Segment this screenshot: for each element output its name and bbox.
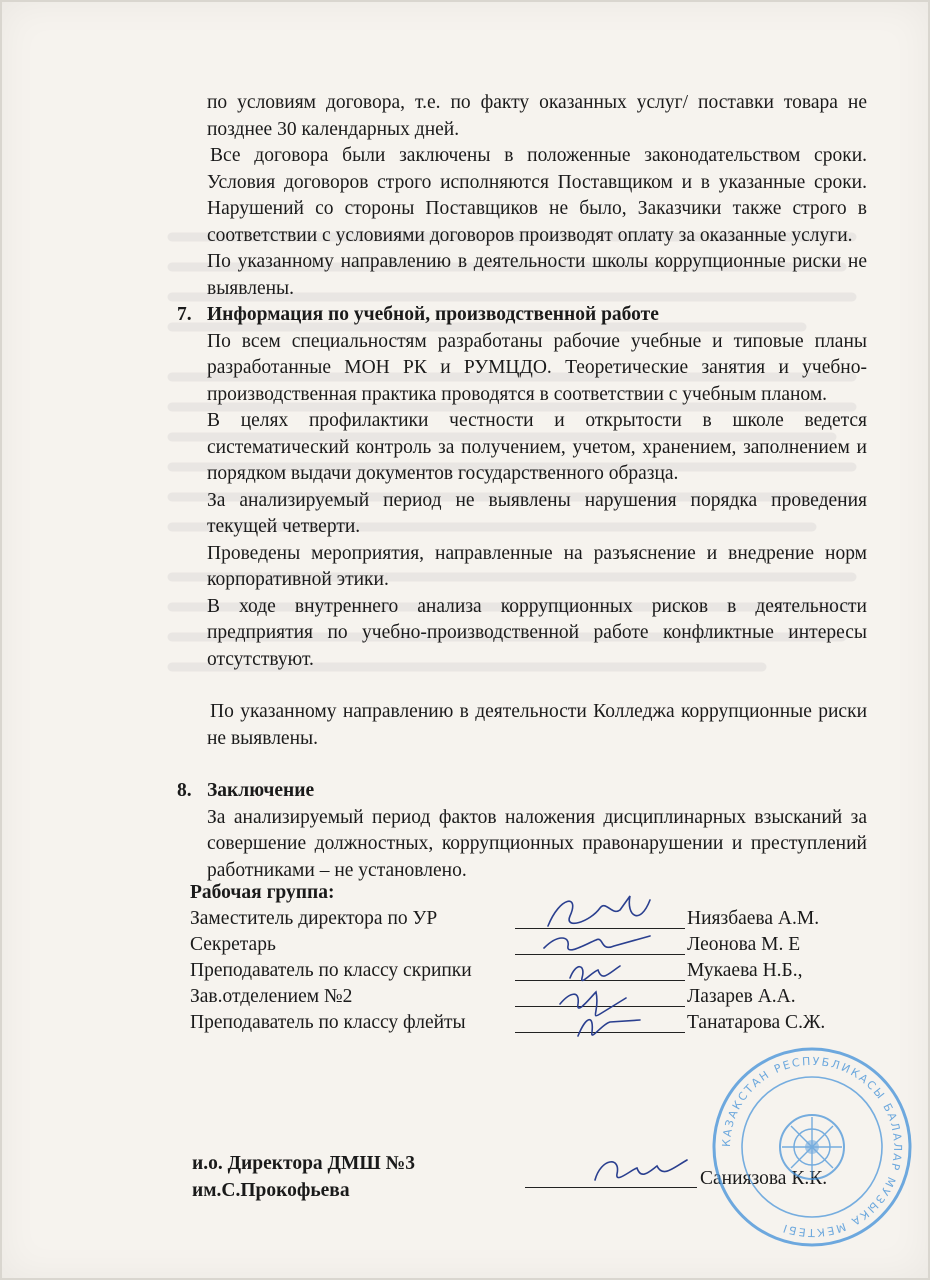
director-title-line1: и.о. Директора ДМШ №3 [192,1153,415,1174]
paragraph: За анализируемый период фактов наложения дисциплинарных взысканий за совершение должностных, коррупционных правонарушении и преступлений работниками – не установлено. [207,806,867,881]
official-stamp-icon [707,1042,917,1252]
paragraph: В целях профилактики честности и открытости в школе ведется систематический контроль за получением, учетом, хранением, заполнением и порядком выдачи документов государственного образца. [207,410,867,484]
signature-lazarev [560,992,626,1016]
paragraph: по условиям договора, т.е. по факту оказанных услуг/ поставки товара не позднее 30 календарных дней. [207,92,867,140]
member-name: Ниязбаева А.М. [687,908,820,929]
section-number: 7. [177,304,192,325]
section-title: Информация по учебной, производственной работе [207,304,659,325]
signature-niyazbaeva [548,896,650,926]
member-role: Преподаватель по классу скрипки [190,960,472,981]
member-name: Лазарев А.А. [687,986,796,1007]
director-name: Саниязова К.К. [700,1168,828,1189]
section-title: Заключение [207,780,315,801]
member-name: Леонова М. Е [687,934,801,955]
signatures [530,886,680,1046]
director-title [192,1150,415,1204]
member-name: Мукаева Н.Б., [687,960,803,981]
section-7-heading [177,302,867,329]
signature-mukaeva [570,966,620,980]
document-body [177,90,867,884]
paragraph: Все договора были заключены в положенные законодательством сроки. Условия договоров строго исполняются Поставщиком и в указанные сроки. Нарушений со стороны Поставщиков не было, Заказчики также строго в соответствии с условиями договоров производят оплату за оказанные услуги. [207,145,867,246]
section-8-heading [177,778,867,805]
signature-tanatarova [578,1020,640,1036]
director-title-line2: им.С.Прокофьева [192,1180,350,1201]
paragraph: В ходе внутреннего анализа коррупционных рисков в деятельности предприятия по учебно-производственной работе конфликтные интересы отсутствуют. [207,595,867,670]
member-role: Преподаватель по классу флейты [190,1012,466,1033]
paragraph: По указанному направлению в деятельности Колледжа коррупционные риски не выявлены. [207,701,867,749]
paragraph: По всем специальностям разработаны рабочие учебные и типовые планы разработанные МОН РК и РУМЦДО. Теоретические занятия и учебно-производственная практика проводятся в соответствии с учебным планом. [207,330,867,405]
signature-leonova [544,936,650,950]
member-name: Танатарова С.Ж. [687,1012,826,1033]
paragraph: По указанному направлению в деятельности школы коррупционные риски не выявлены. [207,251,867,299]
director-signature [587,1150,697,1192]
member-role: Зав.отделением №2 [190,986,353,1007]
svg-text:КАЗАКСТАН РЕСПУБЛИКАСЫ БАЛАЛАР: КАЗАКСТАН РЕСПУБЛИКАСЫ БАЛАЛАР МУЗЫКА МЕКТЕБІ [719,1054,905,1240]
paragraph: За анализируемый период не выявлены нарушения порядка проведения текущей четверти. [207,489,867,537]
document-page [2,2,928,1278]
member-role: Секретарь [190,934,276,955]
member-role: Заместитель директора по УР [190,908,438,929]
section-number: 8. [177,780,192,801]
working-group-title: Рабочая группа: [190,882,335,903]
paragraph: Проведены мероприятия, направленные на разъяснение и внедрение норм корпоративной этики. [207,542,867,590]
